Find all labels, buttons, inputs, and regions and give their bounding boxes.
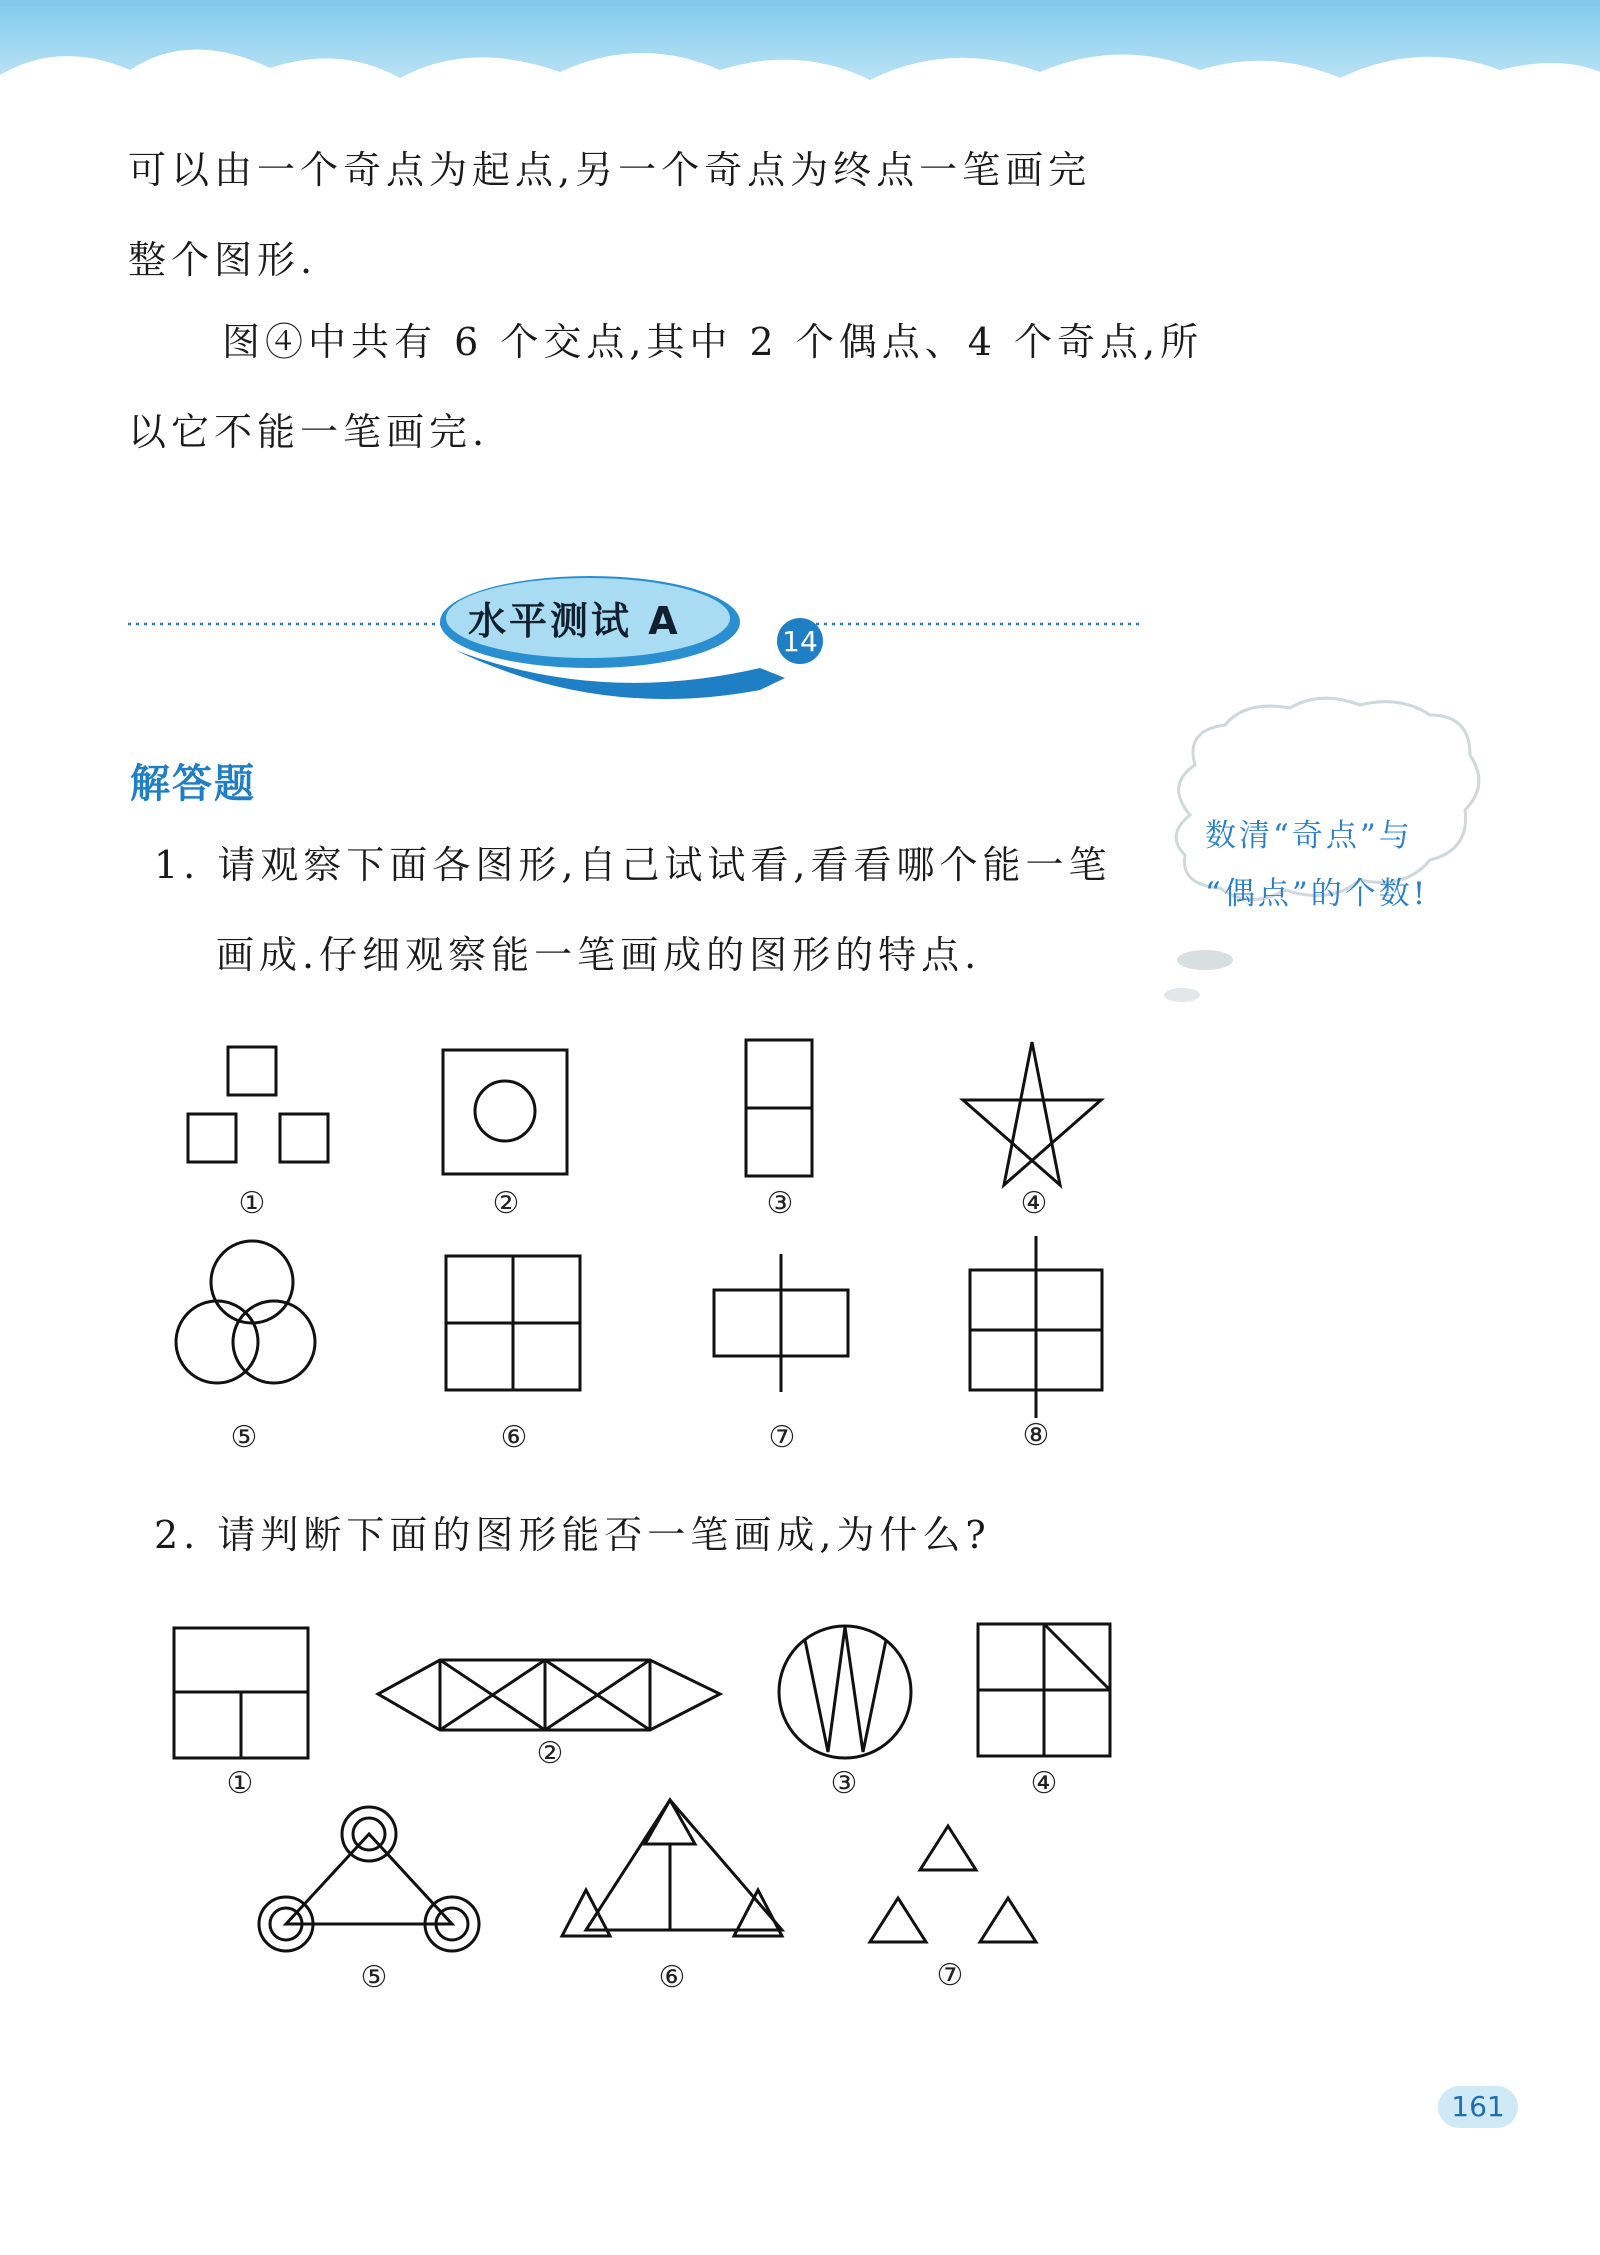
q1-label-1: ①	[238, 1186, 266, 1221]
q2-figure-1	[174, 1628, 308, 1758]
q2-label-7: ⑦	[936, 1958, 964, 1993]
q2-label-5: ⑤	[360, 1960, 388, 1995]
intro-line-3: 图④中共有 6 个交点,其中 2 个偶点、4 个奇点,所	[222, 320, 1204, 364]
q2-figure-4	[978, 1624, 1110, 1756]
question-1-line-1: 1. 请观察下面各图形,自己试试看,看看哪个能一笔	[154, 843, 1112, 887]
q1-label-3: ③	[766, 1186, 794, 1221]
q2-label-2: ②	[536, 1736, 564, 1771]
q1-figure-3	[746, 1040, 812, 1176]
q2-figure-3	[779, 1626, 911, 1758]
intro-line-1: 可以由一个奇点为起点,另一个奇点为终点一笔画完	[128, 148, 1092, 192]
q1-figure-7	[714, 1254, 848, 1392]
banner-title: 水平测试 A	[468, 599, 681, 643]
q1-label-4: ④	[1020, 1186, 1048, 1221]
section-title: 解答题	[130, 761, 256, 807]
q1-figure-2	[443, 1050, 567, 1174]
q2-label-3: ③	[830, 1766, 858, 1801]
intro-line-4: 以它不能一笔画完.	[128, 410, 490, 454]
q2-figure-5	[259, 1807, 479, 1951]
q2-label-6: ⑥	[658, 1960, 686, 1995]
q1-label-5: ⑤	[230, 1420, 258, 1455]
q2-label-1: ①	[226, 1766, 254, 1801]
question-1-line-2: 画成.仔细观察能一笔画成的图形的特点.	[216, 933, 982, 977]
q1-figure-4	[963, 1042, 1101, 1185]
q1-label-7: ⑦	[768, 1420, 796, 1455]
intro-line-2: 整个图形.	[128, 238, 318, 282]
q2-label-4: ④	[1030, 1766, 1058, 1801]
q1-figure-8	[970, 1236, 1102, 1418]
q1-label-8: ⑧	[1022, 1418, 1050, 1453]
banner-number: 14	[782, 625, 818, 658]
q1-label-2: ②	[492, 1186, 520, 1221]
question-2-text: 2. 请判断下面的图形能否一笔画成,为什么?	[154, 1513, 991, 1557]
tip-line-2: “偶点”的个数!	[1205, 876, 1429, 912]
q1-label-6: ⑥	[500, 1420, 528, 1455]
tip-line-1: 数清“奇点”与	[1205, 818, 1413, 854]
q2-figure-2	[378, 1660, 720, 1730]
q2-figure-6	[562, 1800, 782, 1936]
q2-figure-7	[870, 1826, 1036, 1942]
q1-figure-5	[176, 1241, 315, 1383]
q1-figure-6	[446, 1256, 580, 1390]
page-number: 161	[1438, 2086, 1518, 2128]
q1-figure-1	[188, 1047, 328, 1162]
